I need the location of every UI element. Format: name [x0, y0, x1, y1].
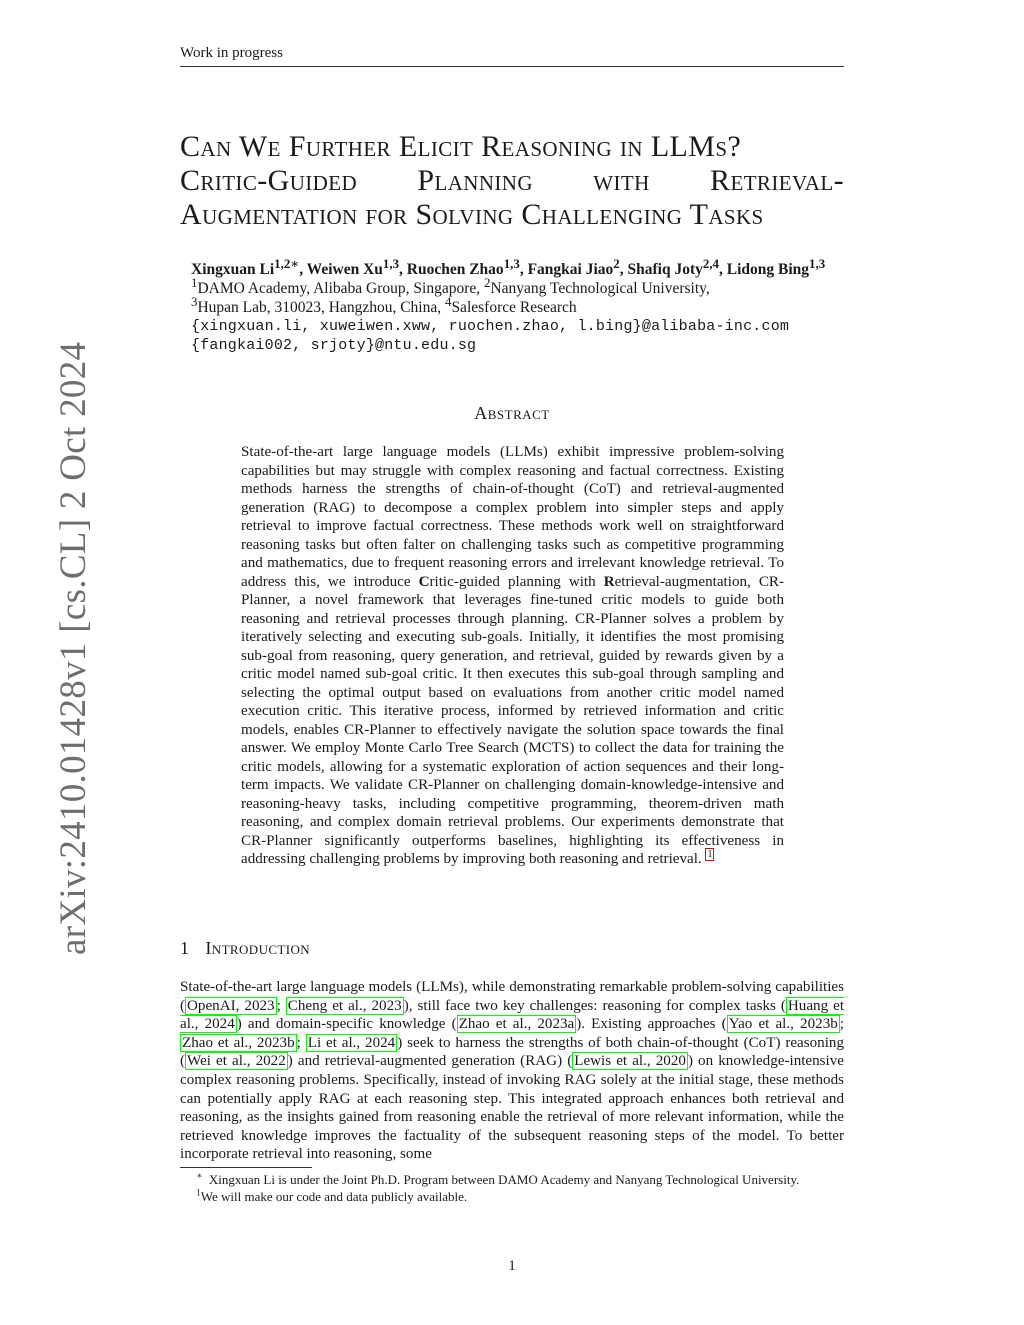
citation-link[interactable]: Yao et al., 2023b — [728, 1016, 838, 1033]
running-header: Work in progress — [180, 45, 283, 61]
section-heading — [180, 938, 310, 959]
affiliation-line-1: $^1$DAMO Academy, Alibaba Group, Singapore, $^2$Nanyang Technological University, — [191, 274, 710, 297]
author-block — [191, 255, 871, 355]
paper-title — [180, 130, 844, 232]
citation-link[interactable]: Zhao et al., 2023a — [458, 1016, 575, 1033]
citation-link[interactable]: OpenAI, 2023 — [187, 997, 275, 1014]
citation-link[interactable]: Zhao et al., 2023b — [182, 1034, 295, 1051]
header-rule — [180, 66, 844, 67]
email-line-2: {fangkai002, srjoty}@ntu.edu.sg — [191, 337, 477, 354]
citation-link[interactable]: Cheng et al., 2023 — [287, 997, 402, 1014]
affiliation-line-2: $^3$Hupan Lab, 310023, Hangzhou, China, $^4$Salesforce Research — [191, 293, 577, 316]
footnotes — [180, 1172, 844, 1205]
section-title: Introduction — [205, 938, 311, 958]
citation-link[interactable]: Huang et al., 2024 — [180, 997, 845, 1033]
footnote-2: $^1$We will make our code and data publicly available. — [196, 1187, 468, 1204]
page-number: 1 — [508, 1258, 516, 1274]
citation-link[interactable]: Lewis et al., 2020 — [574, 1053, 686, 1070]
arxiv-stamp[interactable]: arXiv:2410.01428v1 [cs.CL] 2 Oct 2024 — [53, 341, 94, 955]
author-list: Xingxuan $Li^{1,2∗}$, Weiwen Xu$^{1,3}$, Ruochen Zhao$^{1,3}$, Fangkai Jiao$^2$, Shafiq Joty$^{2,4}$, Lidong Bing$^{1,3}$ — [191, 255, 826, 278]
title-line-2: Critic-Guided Planning with Retrieval- — [180, 164, 844, 197]
title-line-3: Augmentation for Solving Challenging Tasks — [180, 198, 764, 231]
section-number: 1 — [180, 938, 190, 958]
citation-link[interactable]: Wei et al., 2022 — [187, 1053, 286, 1070]
title-line-1: Can We Further Elicit Reasoning in LLMs? — [180, 130, 742, 163]
footnote-link[interactable]: 1 — [707, 848, 713, 860]
citation-link[interactable]: Li et al., 2024 — [307, 1034, 396, 1051]
email-line-1: {xingxuan.li, xuweiwen.xww, ruochen.zhao, l.bing}@alibaba-inc.com — [191, 318, 790, 335]
footnote-1: ∗ Xingxuan Li is under the Joint Ph.D. Program between DAMO Academy and Nanyang Technological University. — [196, 1170, 800, 1187]
abstract-heading: Abstract — [474, 403, 550, 423]
abstract-body: State-of-the-art large language models (LLMs) exhibit impressive problem-solving capabilities but may struggle with complex reasoning and factual correctness. Existing methods harness the strengths of chain-of-thought (CoT) and retrieval-augmented generation (RAG) to decompose a complex problem into simpler steps and apply retrieval to improve factual correctness. These methods work well on straightforward reasoning tasks but often falter on challenging tasks such as competitive programming and mathematics, due to frequent reasoning errors and irrelevant knowledge retrieval. To address this, we introduce Critic-guided planning with Retrieval-augmentation, CR-Planner, a novel framework that leverages fine-tuned critic models to guide both reasoning and retrieval processes through planning. CR-Planner solves a problem by iteratively selecting and executing sub-goals. Initially, it identifies the most promising sub-goal from reasoning, query generation, and retrieval, guided by rewards given by a critic model named sub-goal critic. It then executes this sub-goal through sampling and selecting the optimal output based on evaluations from another critic model named execution critic. This iterative process, informed by retrieved information and critic models, enables CR-Planner to effectively navigate the solution space towards the final answer. We employ Monte Carlo Tree Search (MCTS) to collect the data for training the critic models, allowing for a systematic exploration of action sequences and their long-term impacts. We validate CR-Planner on challenging domain-knowledge-intensive and reasoning-heavy tasks, including competitive programming, theorem-driven math reasoning, and complex domain retrieval problems. Our experiments demonstrate that CR-Planner significantly outperforms baselines, highlighting its effectiveness in addressing challenging problems by improving both reasoning and retrieval. $^1$ — [241, 444, 785, 867]
footnote-rule — [180, 1167, 312, 1168]
introduction-body: State-of-the-art large language models (LLMs), while demonstrating remarkable problem-solving capabilities ( OpenAI, 2023 ; Cheng et al., 2023 ), still face two key challenges: reasoning for complex tasks ( Huang et al., 2024 ) and domain-specific knowledge ( Zhao et al., 2023a ). Existing approaches ( Yao et al., 2023b ; Zhao et al., 2023b ; Li et al., 2024 ) seek to harness the strengths of both chain-of-thought (CoT) reasoning ( Wei et al., 2022 ) and retrieval-augmented generation (RAG) ( Lewis et al., 2020 ) on knowledge-intensive complex reasoning problems. Specifically, instead of invoking RAG solely at the initial stage, these methods can potentially apply RAG at each reasoning step. This integrated approach enhances both retrieval and reasoning, as the insights gained from reasoning enable the retrieval of more relevant information, while the retrieved knowledge improves the factuality of the subsequent reasoning steps of the model. To better incorporate retrieval into reasoning, some — [180, 979, 845, 1163]
